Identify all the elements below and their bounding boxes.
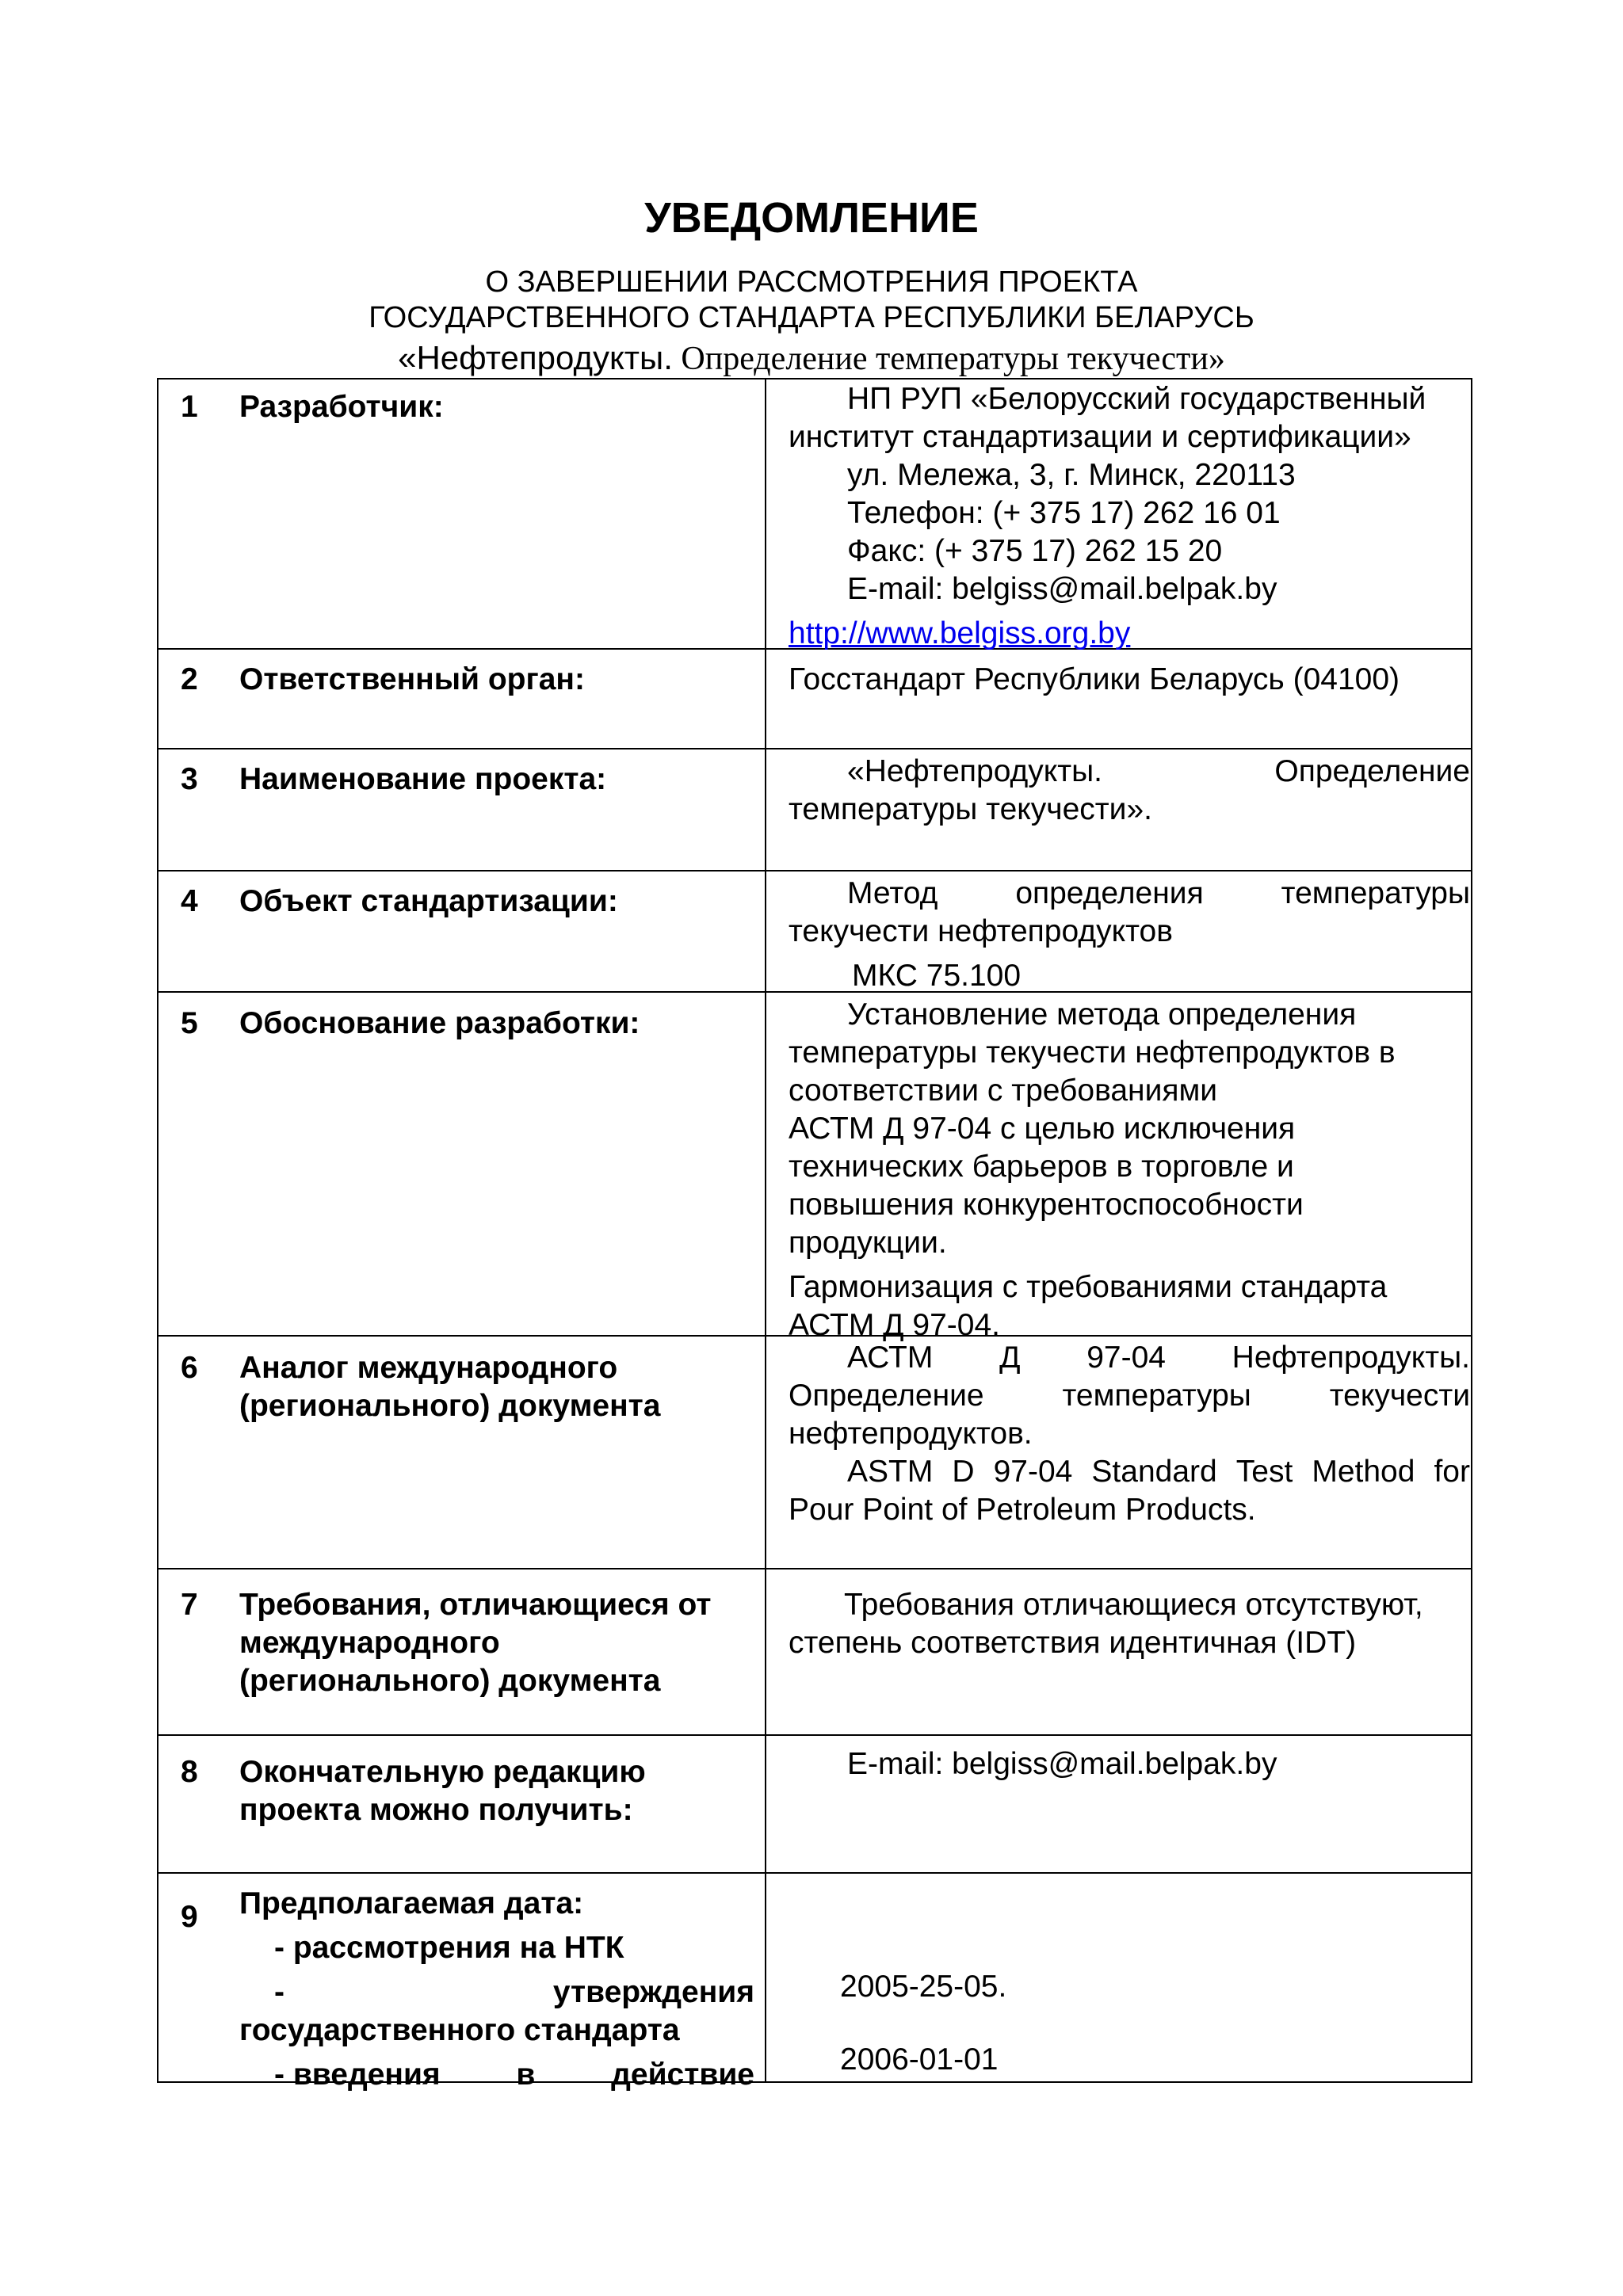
row-7-number: 7: [181, 1588, 198, 1622]
project-title-word-1: «Нефтепродукты.: [847, 754, 1103, 788]
row-8-label: [239, 1753, 758, 1829]
requirements-value-line-2: степень соответствия идентичная (IDT): [789, 1626, 1357, 1660]
analog-en-word: ASTM: [847, 1455, 934, 1489]
analog-ru-word: Нефтепродукты.: [1232, 1341, 1470, 1375]
project-title-word-2: Определение: [1274, 754, 1470, 788]
requirements-label-line-3: (регионального) документа: [239, 1664, 661, 1698]
date-item-approval-line-2: государственного стандарта: [239, 2013, 680, 2047]
analog-en-word: Standard: [1091, 1455, 1217, 1489]
analog-label-line-1: Аналог международного: [239, 1351, 618, 1385]
object-word-2: определения: [1015, 876, 1204, 910]
justification-line: повышения конкурентоспособности: [789, 1188, 1304, 1222]
project-name-part-1: «Нефтепродукты.: [398, 339, 673, 376]
row-8-value: [789, 1745, 1470, 1783]
row-4-value: [789, 875, 1470, 995]
row-1-number: 1: [181, 390, 198, 424]
analog-ru-word: Д: [999, 1341, 1021, 1375]
justification-line: температуры текучести нефтепродуктов в: [789, 1035, 1396, 1070]
row-6-number: 6: [181, 1351, 198, 1385]
analog-en-word: Method: [1312, 1455, 1415, 1489]
subtitle-line-2: ГОСУДАРСТВЕННОГО СТАНДАРТА РЕСПУБЛИКИ БЕЛАРУСЬ: [369, 301, 1254, 334]
project-title-line-2: температуры текучести».: [789, 792, 1152, 826]
row-5-number: 5: [181, 1006, 198, 1040]
date-approval-value: 2006-01-01: [840, 2042, 999, 2077]
justification-line: АСТМ Д 97-04 с целью исключения: [789, 1112, 1296, 1146]
object-word-1: Метод: [847, 876, 938, 910]
developer-address: ул. Мележа, 3, г. Минск, 220113: [847, 458, 1296, 492]
date-item-effective-word-2: в: [516, 2058, 536, 2092]
requirements-value-line-1: Требования отличающиеся отсутствуют,: [844, 1588, 1423, 1622]
analog-en-word: 97-04: [993, 1455, 1073, 1489]
row-9-number: 9: [181, 1900, 198, 1934]
analog-en-line-2: Pour Point of Petroleum Products.: [789, 1493, 1256, 1527]
date-item-effective-word-3: действие: [611, 2058, 754, 2092]
row-2-number: 2: [181, 662, 198, 696]
subtitle-line-1: О ЗАВЕРШЕНИИ РАССМОТРЕНИЯ ПРОЕКТА: [485, 265, 1138, 299]
developer-phone: Телефон: (+ 375 17) 262 16 01: [847, 496, 1281, 530]
row-1-label: Разработчик:: [239, 390, 444, 424]
date-item-effective-word-1: - введения: [274, 2058, 441, 2092]
date-ntk-value: 2005-25-05.: [840, 1970, 1007, 2004]
developer-email: E-mail: belgiss@mail.belpak.by: [847, 572, 1277, 606]
developer-website-link[interactable]: http://www.belgiss.org.by: [789, 616, 1131, 650]
requirements-label-line-2: международного: [239, 1626, 500, 1660]
analog-label-line-2: (регионального) документа: [239, 1389, 661, 1423]
developer-org-line-2: институт стандартизации и сертификации»: [789, 420, 1411, 454]
object-word-3: температуры: [1281, 876, 1470, 910]
justification-line: продукции.: [789, 1226, 947, 1260]
final-draft-label-line-1: Окончательную редакцию: [239, 1755, 646, 1789]
date-item-approval-word: утверждения: [552, 1975, 754, 2009]
row-2-label: Ответственный орган:: [239, 662, 585, 696]
document-title: УВЕДОМЛЕНИЕ: [644, 194, 979, 242]
justification-line: Установление метода определения: [847, 997, 1357, 1032]
date-item-approval-dash: -: [274, 1975, 285, 2009]
row-8-number: 8: [181, 1755, 198, 1789]
row-4-label: Объект стандартизации:: [239, 884, 618, 918]
justification-line: соответствии с требованиями: [789, 1074, 1218, 1108]
requirements-label-line-1: Требования, отличающиеся от: [239, 1588, 712, 1622]
analog-ru-word: текучести: [1329, 1379, 1470, 1413]
analog-ru-word: 97-04: [1086, 1341, 1166, 1375]
justification-line: технических барьеров в торговле и: [789, 1150, 1294, 1184]
developer-fax: Факс: (+ 375 17) 262 15 20: [847, 534, 1223, 568]
final-draft-label-line-2: проекта можно получить:: [239, 1793, 633, 1827]
row-5-label: Обоснование разработки:: [239, 1006, 640, 1040]
row-7-value: [789, 1586, 1470, 1662]
analog-en-word: Test: [1235, 1455, 1293, 1489]
date-item-ntk: - рассмотрения на НТК: [274, 1931, 624, 1965]
row-6-value: [789, 1339, 1470, 1529]
row-4-number: 4: [181, 884, 198, 918]
row-2-value: Госстандарт Республики Беларусь (04100): [789, 662, 1400, 696]
analog-ru-word: температуры: [1062, 1379, 1251, 1413]
row-5-value: [789, 996, 1470, 1344]
developer-org-line-1: НП РУП «Белорусский государственный: [847, 382, 1426, 416]
row-3-label: Наименование проекта:: [239, 762, 607, 796]
row-3-value: [789, 753, 1470, 829]
object-line-2: текучести нефтепродуктов: [789, 914, 1173, 948]
row-1-value: [789, 380, 1470, 653]
final-draft-email: E-mail: belgiss@mail.belpak.by: [847, 1747, 1277, 1781]
project-name-part-2: Определение температуры текучести»: [672, 341, 1225, 377]
row-6-label: [239, 1349, 758, 1425]
mks-code: МКС 75.100: [852, 959, 1022, 993]
row-3-number: 3: [181, 762, 198, 796]
analog-ru-word: Определение: [789, 1379, 984, 1413]
analog-en-word: D: [952, 1455, 975, 1489]
expected-date-label: Предполагаемая дата:: [239, 1886, 584, 1920]
row-9-label: [239, 1885, 754, 2094]
harmonization-line-2: АСТМ Д 97-04.: [789, 1308, 1001, 1342]
row-7-label: [239, 1586, 758, 1700]
harmonization-line-1: Гармонизация с требованиями стандарта: [789, 1270, 1388, 1304]
analog-ru-line-3: нефтепродуктов.: [789, 1417, 1033, 1451]
analog-en-word: for: [1434, 1455, 1470, 1489]
analog-ru-word: АСТМ: [847, 1341, 934, 1375]
